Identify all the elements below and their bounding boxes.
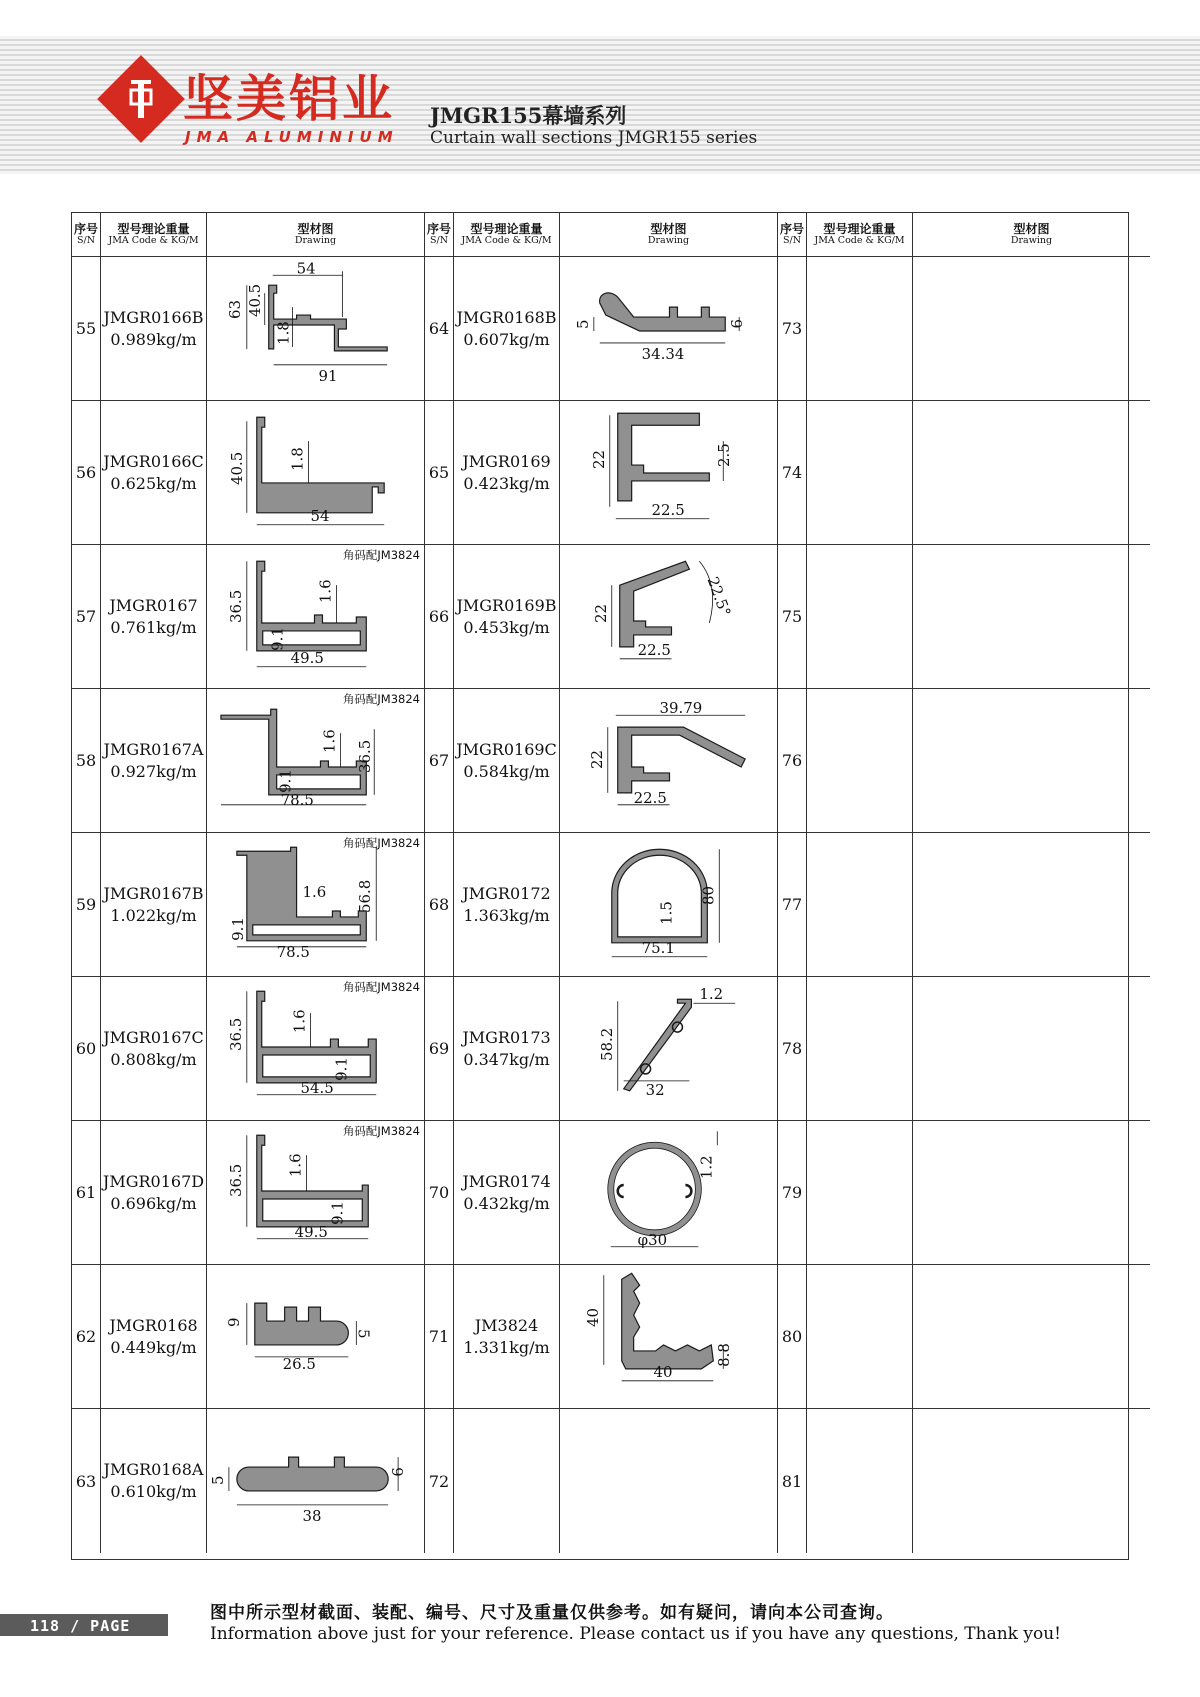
- row-code: JMGR0168 0.449kg/m: [101, 1265, 207, 1409]
- profile-drawing: [560, 1121, 778, 1265]
- row-sn: 73: [778, 257, 807, 401]
- profile-drawing: [560, 833, 778, 977]
- row-sn: 57: [72, 545, 101, 689]
- empty-code-cell: [454, 1409, 560, 1553]
- header-sn: 序号 S/N: [778, 213, 807, 257]
- row-sn: 65: [425, 401, 454, 545]
- row-sn: 63: [72, 1409, 101, 1553]
- svg-text:54: 54: [310, 506, 330, 525]
- svg-text:5: 5: [354, 1328, 373, 1339]
- row-sn: 78: [778, 977, 807, 1121]
- svg-text:40: 40: [583, 1307, 602, 1327]
- row-sn: 59: [72, 833, 101, 977]
- profile-drawing: [207, 257, 425, 401]
- row-sn: 77: [778, 833, 807, 977]
- svg-text:56.8: 56.8: [356, 879, 375, 913]
- row-code: JM3824 1.331kg/m: [454, 1265, 560, 1409]
- row-code: JMGR0168A 0.610kg/m: [101, 1409, 207, 1553]
- svg-text:1.6: 1.6: [302, 882, 327, 901]
- row-code: JMGR0174 0.432kg/m: [454, 1121, 560, 1265]
- row-sn: 62: [72, 1265, 101, 1409]
- empty-drawing-cell: [913, 401, 1150, 545]
- svg-text:9.1: 9.1: [332, 1056, 351, 1081]
- empty-drawing-cell: [913, 1265, 1150, 1409]
- profile-table: [71, 212, 1129, 1560]
- svg-text:78.5: 78.5: [276, 942, 310, 961]
- row-code: JMGR0166C 0.625kg/m: [101, 401, 207, 545]
- series-title-en: Curtain wall sections JMGR155 series: [430, 128, 758, 148]
- row-code: JMGR0169B 0.453kg/m: [454, 545, 560, 689]
- row-sn: 74: [778, 401, 807, 545]
- header-code: 型号理论重量 JMA Code & KG/M: [807, 213, 913, 257]
- row-sn: 67: [425, 689, 454, 833]
- empty-drawing-cell: [913, 977, 1150, 1121]
- svg-text:22: 22: [589, 449, 608, 469]
- svg-text:38: 38: [302, 1506, 322, 1525]
- svg-text:22.5°: 22.5°: [703, 573, 735, 619]
- svg-text:22.5: 22.5: [651, 500, 685, 519]
- row-sn: 72: [425, 1409, 454, 1553]
- svg-text:63: 63: [225, 299, 244, 319]
- svg-text:1.6: 1.6: [290, 1008, 309, 1033]
- row-code: JMGR0167B 1.022kg/m: [101, 833, 207, 977]
- row-sn: 58: [72, 689, 101, 833]
- svg-text:1.6: 1.6: [286, 1152, 305, 1177]
- svg-text:5: 5: [573, 319, 592, 329]
- empty-code-cell: [807, 257, 913, 401]
- row-sn: 61: [72, 1121, 101, 1265]
- empty-code-cell: [807, 401, 913, 545]
- profile-drawing: 角码配JM3824 1.6 56.8 9.1 78.5: [207, 833, 425, 977]
- svg-text:26.5: 26.5: [282, 1354, 316, 1373]
- empty-code-cell: [807, 689, 913, 833]
- svg-text:9: 9: [388, 1467, 407, 1477]
- svg-text:54.5: 54.5: [300, 1078, 334, 1097]
- row-code: JMGR0167A 0.927kg/m: [101, 689, 207, 833]
- empty-code-cell: [807, 1409, 913, 1553]
- profile-drawing: 角码配JM3824 36.5 1.6 9.1 54.5: [207, 977, 425, 1121]
- series-title-cn: JMGR155幕墙系列: [430, 103, 627, 128]
- svg-text:36.5: 36.5: [226, 1017, 245, 1051]
- svg-text:80: 80: [699, 885, 718, 905]
- svg-text:2.5: 2.5: [715, 442, 734, 467]
- header-code: 型号理论重量 JMA Code & KG/M: [454, 213, 560, 257]
- svg-text:φ30: φ30: [637, 1230, 668, 1249]
- row-code: JMGR0166B 0.989kg/m: [101, 257, 207, 401]
- svg-text:1.2: 1.2: [699, 984, 724, 1003]
- footer-note-en: Information above just for your reference. Please contact us if you have any questions, Thank you!: [210, 1624, 1061, 1644]
- row-sn: 71: [425, 1265, 454, 1409]
- row-sn: 69: [425, 977, 454, 1121]
- svg-text:40.5: 40.5: [245, 283, 264, 317]
- row-sn: 80: [778, 1265, 807, 1409]
- empty-code-cell: [807, 833, 913, 977]
- row-sn: 55: [72, 257, 101, 401]
- svg-text:1.8: 1.8: [274, 320, 293, 345]
- profile-drawing: 角码配JM3824 1.6 36.5 9.1 78.5: [207, 689, 425, 833]
- svg-text:8.8: 8.8: [715, 1342, 734, 1367]
- svg-text:5: 5: [208, 1475, 227, 1485]
- empty-code-cell: [807, 1121, 913, 1265]
- header-sn: 序号 S/N: [72, 213, 101, 257]
- header-code: 型号理论重量 JMA Code & KG/M: [101, 213, 207, 257]
- empty-code-cell: [807, 977, 913, 1121]
- header-drawing: 型材图 Drawing: [913, 213, 1150, 257]
- row-sn: 81: [778, 1409, 807, 1553]
- brand-name-cn: 坚美铝业: [183, 70, 395, 128]
- row-code: JMGR0167 0.761kg/m: [101, 545, 207, 689]
- logo-icon: [129, 80, 153, 118]
- svg-text:91: 91: [318, 366, 338, 385]
- empty-drawing-cell: [913, 545, 1150, 689]
- svg-text:54: 54: [296, 258, 316, 277]
- svg-text:22: 22: [587, 749, 606, 769]
- svg-text:9.1: 9.1: [276, 768, 295, 793]
- profile-drawing: 角码配JM3824 36.5 1.6 9.1 49.5: [207, 545, 425, 689]
- svg-text:32: 32: [645, 1080, 665, 1099]
- svg-text:1.5: 1.5: [657, 900, 676, 925]
- svg-text:34.34: 34.34: [641, 344, 685, 363]
- profile-drawing: [560, 1265, 778, 1409]
- footer-note-cn: 图中所示型材截面、装配、编号、尺寸及重量仅供参考。如有疑问，请向本公司查询。: [210, 1603, 894, 1623]
- profile-drawing: [207, 401, 425, 545]
- row-sn: 79: [778, 1121, 807, 1265]
- empty-drawing-cell: [913, 1409, 1150, 1553]
- svg-text:9: 9: [727, 318, 746, 329]
- svg-text:22: 22: [591, 603, 610, 623]
- svg-text:39.79: 39.79: [659, 698, 703, 717]
- row-sn: 60: [72, 977, 101, 1121]
- profile-drawing: [560, 689, 778, 833]
- svg-text:40.5: 40.5: [227, 451, 246, 485]
- empty-code-cell: [807, 1265, 913, 1409]
- svg-text:9.1: 9.1: [328, 1200, 347, 1225]
- profile-drawing: [560, 977, 778, 1121]
- row-sn: 56: [72, 401, 101, 545]
- empty-drawing-cell: [913, 833, 1150, 977]
- svg-text:49.5: 49.5: [290, 648, 324, 667]
- page-number: 118 / PAGE: [30, 1617, 131, 1635]
- svg-text:49.5: 49.5: [294, 1222, 328, 1241]
- brand-name-en: JMA ALUMINIUM: [185, 128, 399, 146]
- row-sn: 64: [425, 257, 454, 401]
- profile-drawing: 角码配JM3824 36.5 1.6 9.1 49.5: [207, 1121, 425, 1265]
- profile-drawing: [207, 1409, 425, 1553]
- profile-drawing: [207, 1265, 425, 1409]
- empty-code-cell: [807, 545, 913, 689]
- svg-text:1.6: 1.6: [316, 578, 335, 603]
- svg-text:78.5: 78.5: [280, 790, 314, 809]
- svg-text:9.1: 9.1: [228, 916, 247, 941]
- header-drawing: 型材图 Drawing: [207, 213, 425, 257]
- svg-text:1.8: 1.8: [288, 446, 307, 471]
- profile-drawing: [560, 257, 778, 401]
- row-sn: 76: [778, 689, 807, 833]
- row-sn: 75: [778, 545, 807, 689]
- svg-text:22.5: 22.5: [633, 788, 667, 807]
- row-sn: 66: [425, 545, 454, 689]
- row-code: JMGR0167C 0.808kg/m: [101, 977, 207, 1121]
- svg-text:1.6: 1.6: [320, 728, 339, 753]
- row-code: JMGR0173 0.347kg/m: [454, 977, 560, 1121]
- row-code: JMGR0168B 0.607kg/m: [454, 257, 560, 401]
- row-sn: 70: [425, 1121, 454, 1265]
- header-sn: 序号 S/N: [425, 213, 454, 257]
- svg-text:9: 9: [224, 1317, 243, 1327]
- profile-drawing: [560, 401, 778, 545]
- empty-drawing-cell: [560, 1409, 778, 1553]
- svg-text:36.5: 36.5: [226, 1163, 245, 1197]
- row-sn: 68: [425, 833, 454, 977]
- profile-drawing: [560, 545, 778, 689]
- svg-text:40: 40: [653, 1362, 673, 1381]
- svg-text:22.5: 22.5: [637, 640, 671, 659]
- svg-text:36.5: 36.5: [226, 589, 245, 623]
- svg-text:1.2: 1.2: [697, 1154, 716, 1179]
- row-code: JMGR0169 0.423kg/m: [454, 401, 560, 545]
- svg-text:75.1: 75.1: [641, 938, 675, 957]
- svg-text:9.1: 9.1: [268, 626, 287, 651]
- row-code: JMGR0167D 0.696kg/m: [101, 1121, 207, 1265]
- empty-drawing-cell: [913, 1121, 1150, 1265]
- row-code: JMGR0172 1.363kg/m: [454, 833, 560, 977]
- empty-drawing-cell: [913, 689, 1150, 833]
- svg-text:36.5: 36.5: [356, 739, 375, 773]
- svg-text:58.2: 58.2: [597, 1027, 616, 1061]
- row-code: JMGR0169C 0.584kg/m: [454, 689, 560, 833]
- empty-drawing-cell: [913, 257, 1150, 401]
- header-drawing: 型材图 Drawing: [560, 213, 778, 257]
